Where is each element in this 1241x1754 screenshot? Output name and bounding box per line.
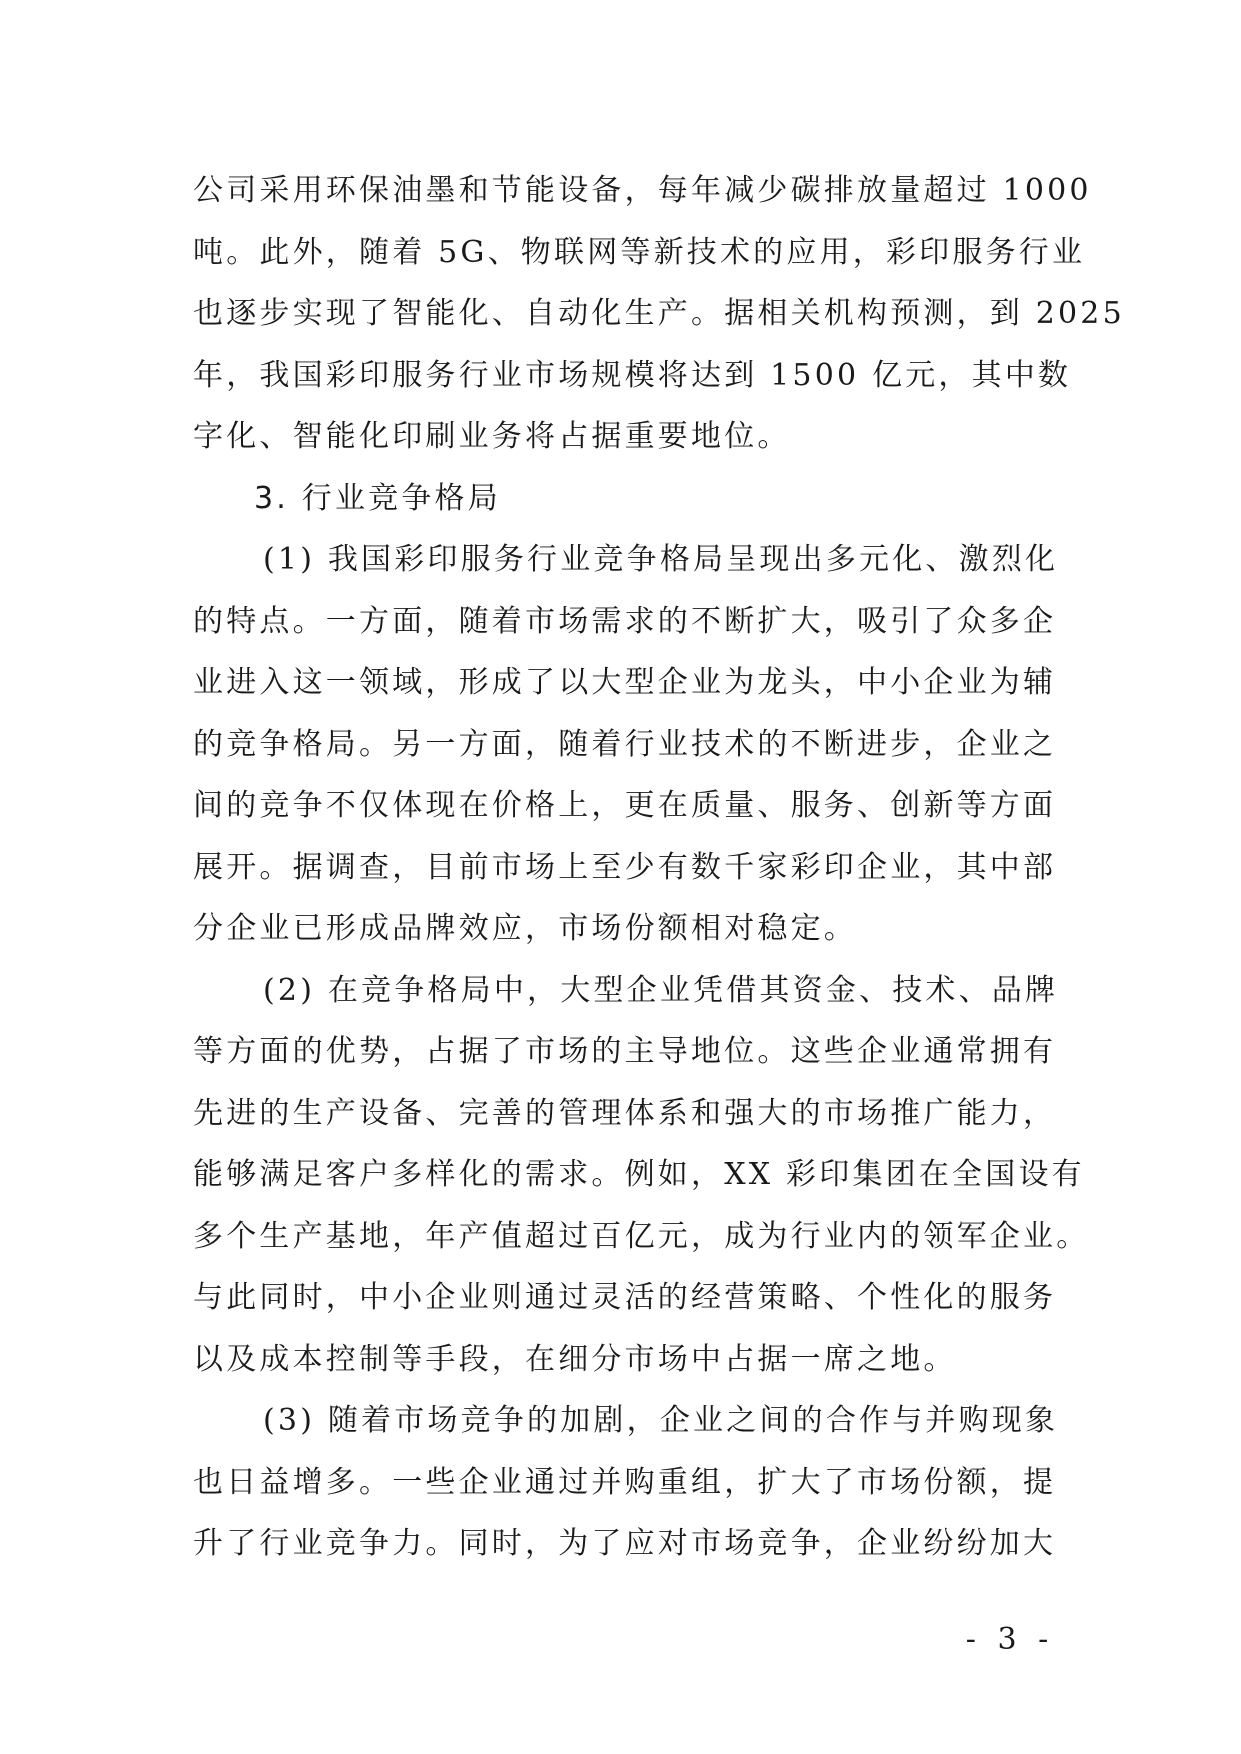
text-line: 也逐步实现了智能化、自动化生产。据相关机构预测，到 2025 [193,296,1125,331]
page-number: - 3 - [965,1622,1055,1657]
text-line: 升了行业竞争力。同时，为了应对市场竞争，企业纷纷加大 [193,1526,1057,1561]
text-line: 字化、智能化印刷业务将占据重要地位。 [193,419,791,454]
text-line: 能够满足客户多样化的需求。例如，XX 彩印集团在全国设有 [193,1157,1085,1192]
text-line: 展开。据调查，目前市场上至少有数千家彩印企业，其中部 [193,849,1057,885]
body-text [193,160,1125,1575]
text-line: 业进入这一领域，形成了以大型企业为龙头，中小企业为辅 [193,665,1057,700]
paragraph-first-line: (3) 随着市场竞争的加剧，企业之间的合作与并购现象 [263,1403,1059,1438]
text-line: 分企业已形成品牌效应，市场份额相对稳定。 [193,911,857,946]
paragraph-first-line: (1) 我国彩印服务行业竞争格局呈现出多元化、激烈化 [263,542,1059,577]
text-line: 吨。此外，随着 5G、物联网等新技术的应用，彩印服务行业 [193,234,1086,270]
text-line: 先进的生产设备、完善的管理体系和强大的市场推广能力， [193,1095,1057,1131]
text-line: 多个生产基地，年产值超过百亿元，成为行业内的领军企业。 [193,1218,1090,1254]
text-line: 的特点。一方面，随着市场需求的不断扩大，吸引了众多企 [193,603,1057,639]
text-line: 间的竞争不仅体现在价格上，更在质量、服务、创新等方面 [193,788,1057,823]
text-line: 公司采用环保油墨和节能设备，每年减少碳排放量超过 1000 [193,173,1092,208]
text-line: 与此同时，中小企业则通过灵活的经营策略、个性化的服务 [193,1280,1057,1315]
text-line: 等方面的优势，占据了市场的主导地位。这些企业通常拥有 [193,1034,1057,1069]
text-line: 以及成本控制等手段，在细分市场中占据一席之地。 [193,1341,957,1377]
text-line: 年，我国彩印服务行业市场规模将达到 1500 亿元，其中数 [193,357,1072,393]
section-heading: 3. 行业竞争格局 [254,480,501,516]
text-line: 的竞争格局。另一方面，随着行业技术的不断进步，企业之 [193,726,1057,762]
paragraph-first-line: (2) 在竞争格局中，大型企业凭借其资金、技术、品牌 [263,972,1059,1008]
text-line: 也日益增多。一些企业通过并购重组，扩大了市场份额，提 [193,1464,1057,1500]
